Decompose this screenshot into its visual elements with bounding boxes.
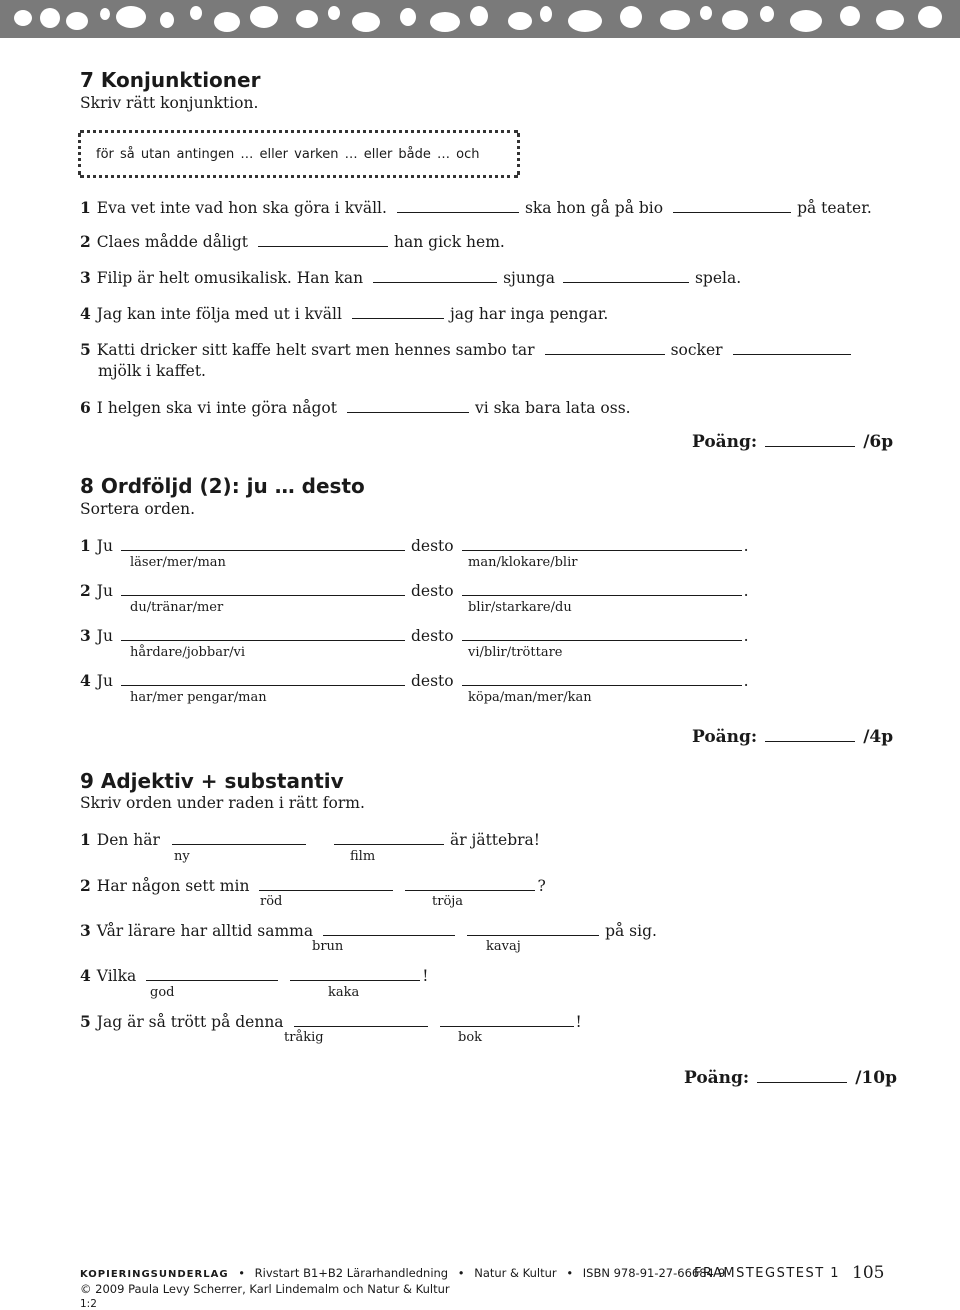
word-bank: för så utan antingen … eller varken … eller både … och — [96, 147, 480, 162]
item-text: vi ska bara lata oss. — [474, 399, 631, 417]
ju-word: Ju — [96, 627, 113, 645]
ju-word: Ju — [96, 537, 113, 555]
period: . — [743, 672, 749, 690]
word-hint: röd — [260, 894, 283, 909]
word-hint: man/klokare/blir — [468, 555, 578, 570]
item-number: 3 — [80, 921, 91, 940]
item-number: 1 — [80, 198, 91, 217]
section-7-title: 7 Konjunktioner — [80, 68, 261, 92]
header-band — [0, 0, 960, 38]
answer-blank[interactable] — [258, 232, 388, 247]
word-hint: köpa/man/mer/kan — [468, 690, 592, 705]
word-hint: har/mer pengar/man — [130, 690, 267, 705]
item-text: Jag är så trött på denna — [96, 1013, 284, 1031]
item-number: 5 — [80, 1012, 91, 1031]
item-text: Har någon sett min — [96, 877, 250, 895]
test-name: FRAMSTEGSTEST 1 — [694, 1266, 841, 1281]
ju-word: Ju — [96, 672, 113, 690]
sec7-item-4 — [80, 304, 608, 323]
item-number: 2 — [80, 232, 91, 251]
item-text: på teater. — [797, 199, 872, 217]
answer-blank[interactable] — [290, 966, 420, 981]
answer-blank[interactable] — [467, 921, 599, 936]
answer-blank[interactable] — [397, 198, 519, 213]
word-box — [80, 130, 518, 178]
item-text: Eva vet inte vad hon ska göra i kväll. — [96, 199, 387, 217]
score-blank[interactable] — [765, 432, 855, 447]
answer-blank[interactable] — [405, 876, 535, 891]
item-text: sjunga — [503, 269, 555, 287]
item-number: 2 — [80, 876, 91, 895]
item-text: Vår lärare har alltid samma — [96, 922, 314, 940]
word-hint: du/tränar/mer — [130, 600, 224, 615]
sec7-item-2 — [80, 232, 505, 251]
score-label: Poäng: — [692, 432, 758, 452]
ju-word: Ju — [96, 582, 113, 600]
item-text: I helgen ska vi inte göra något — [96, 399, 337, 417]
answer-blank[interactable] — [462, 536, 742, 551]
word-hint: bok — [458, 1030, 483, 1045]
word-hint: blir/starkare/du — [468, 600, 572, 615]
item-text: han gick hem. — [394, 233, 505, 251]
answer-blank[interactable] — [334, 830, 444, 845]
item-number: 4 — [80, 671, 91, 690]
item-text: ska hon gå på bio — [524, 199, 664, 217]
section-7-instruction: Skriv rätt konjunktion. — [80, 94, 259, 112]
section-8-instruction: Sortera orden. — [80, 500, 196, 518]
item-text: Katti dricker sitt kaffe helt svart men hennes sambo tar — [96, 341, 535, 359]
score-9 — [684, 1068, 897, 1088]
answer-blank[interactable] — [462, 581, 742, 596]
answer-blank[interactable] — [563, 268, 689, 283]
word-hint: vi/blir/tröttare — [468, 645, 563, 660]
score-7 — [692, 432, 893, 452]
answer-blank[interactable] — [462, 671, 742, 686]
answer-blank[interactable] — [121, 671, 405, 686]
score-blank[interactable] — [757, 1068, 847, 1083]
word-hint: kaka — [328, 985, 360, 1000]
answer-blank[interactable] — [733, 340, 851, 355]
item-text: på sig. — [605, 922, 657, 940]
item-number: 1 — [80, 536, 91, 555]
item-text: är jättebra! — [449, 831, 541, 849]
word-hint: läser/mer/man — [130, 555, 226, 570]
answer-blank[interactable] — [545, 340, 665, 355]
isbn: ISBN 978-91-27-66684-9 — [582, 1266, 726, 1280]
copy-label: KOPIERINGSUNDERLAG — [80, 1269, 229, 1280]
word-hint: hårdare/jobbar/vi — [130, 645, 246, 660]
item-text: mjölk i kaffet. — [98, 362, 206, 380]
answer-blank[interactable] — [347, 398, 469, 413]
copyright: © 2009 Paula Levy Scherrer, Karl Lindemalm och Natur & Kultur — [80, 1282, 450, 1296]
score-blank[interactable] — [765, 727, 855, 742]
item-number: 6 — [80, 398, 91, 417]
item-text: ? — [537, 877, 546, 895]
section-9-title: 9 Adjektiv + substantiv — [80, 769, 344, 793]
item-number: 3 — [80, 626, 91, 645]
item-text: ! — [575, 1013, 582, 1031]
item-text: jag har inga pengar. — [449, 305, 609, 323]
answer-blank[interactable] — [121, 581, 405, 596]
section-8-title: 8 Ordföljd (2): ju … desto — [80, 474, 365, 498]
desto-word: desto — [411, 537, 454, 555]
period: . — [743, 537, 749, 555]
score-max: /6p — [863, 432, 894, 452]
item-text: Vilka — [96, 967, 137, 985]
word-hint: tråkig — [284, 1030, 324, 1045]
page-number: 105 — [852, 1263, 885, 1283]
answer-blank[interactable] — [323, 921, 455, 936]
score-label: Poäng: — [692, 727, 758, 747]
score-label: Poäng: — [684, 1068, 750, 1088]
answer-blank[interactable] — [440, 1012, 574, 1027]
item-number: 5 — [80, 340, 91, 359]
word-hint: ny — [174, 849, 190, 864]
score-max: /10p — [855, 1068, 897, 1088]
sec7-item-1 — [80, 198, 872, 217]
sec7-item-6 — [80, 398, 631, 417]
desto-word: desto — [411, 672, 454, 690]
answer-blank[interactable] — [352, 304, 444, 319]
word-hint: god — [150, 985, 175, 1000]
item-text: Jag kan inte följa med ut i kväll — [96, 305, 342, 323]
word-hint: brun — [312, 939, 344, 954]
item-text: Filip är helt omusikalisk. Han kan — [96, 269, 364, 287]
sec7-item-5 — [80, 340, 857, 359]
sec7-item-3 — [80, 268, 741, 287]
answer-blank[interactable] — [146, 966, 278, 981]
publisher: Natur & Kultur — [474, 1266, 557, 1280]
edition: 1:2 — [80, 1298, 97, 1310]
word-hint: tröja — [432, 894, 464, 909]
book-title: Rivstart B1+B2 Lärarhandledning — [254, 1266, 449, 1280]
sec7-item-5-cont — [98, 362, 206, 380]
answer-blank[interactable] — [121, 536, 405, 551]
section-9-instruction: Skriv orden under raden i rätt form. — [80, 794, 365, 812]
answer-blank[interactable] — [673, 198, 791, 213]
item-text: Claes mådde dåligt — [96, 233, 249, 251]
answer-blank[interactable] — [172, 830, 306, 845]
period: . — [743, 582, 749, 600]
score-8 — [692, 727, 893, 747]
desto-word: desto — [411, 627, 454, 645]
item-number: 4 — [80, 966, 91, 985]
item-text: socker — [670, 341, 723, 359]
word-hint: kavaj — [486, 939, 521, 954]
item-text: spela. — [694, 269, 742, 287]
item-text: Den här — [96, 831, 160, 849]
answer-blank[interactable] — [462, 626, 742, 641]
item-number: 1 — [80, 830, 91, 849]
answer-blank[interactable] — [294, 1012, 428, 1027]
item-number: 2 — [80, 581, 91, 600]
score-max: /4p — [863, 727, 894, 747]
item-number: 4 — [80, 304, 91, 323]
answer-blank[interactable] — [121, 626, 405, 641]
answer-blank[interactable] — [373, 268, 497, 283]
desto-word: desto — [411, 582, 454, 600]
period: . — [743, 627, 749, 645]
word-hint: film — [350, 849, 376, 864]
item-text: ! — [422, 967, 429, 985]
item-number: 3 — [80, 268, 91, 287]
footer-line-1: KOPIERINGSUNDERLAG • Rivstart B1+B2 Lärarhandledning • Natur & Kultur • ISBN 978-91-27-66684-9 — [80, 1266, 726, 1280]
answer-blank[interactable] — [259, 876, 393, 891]
